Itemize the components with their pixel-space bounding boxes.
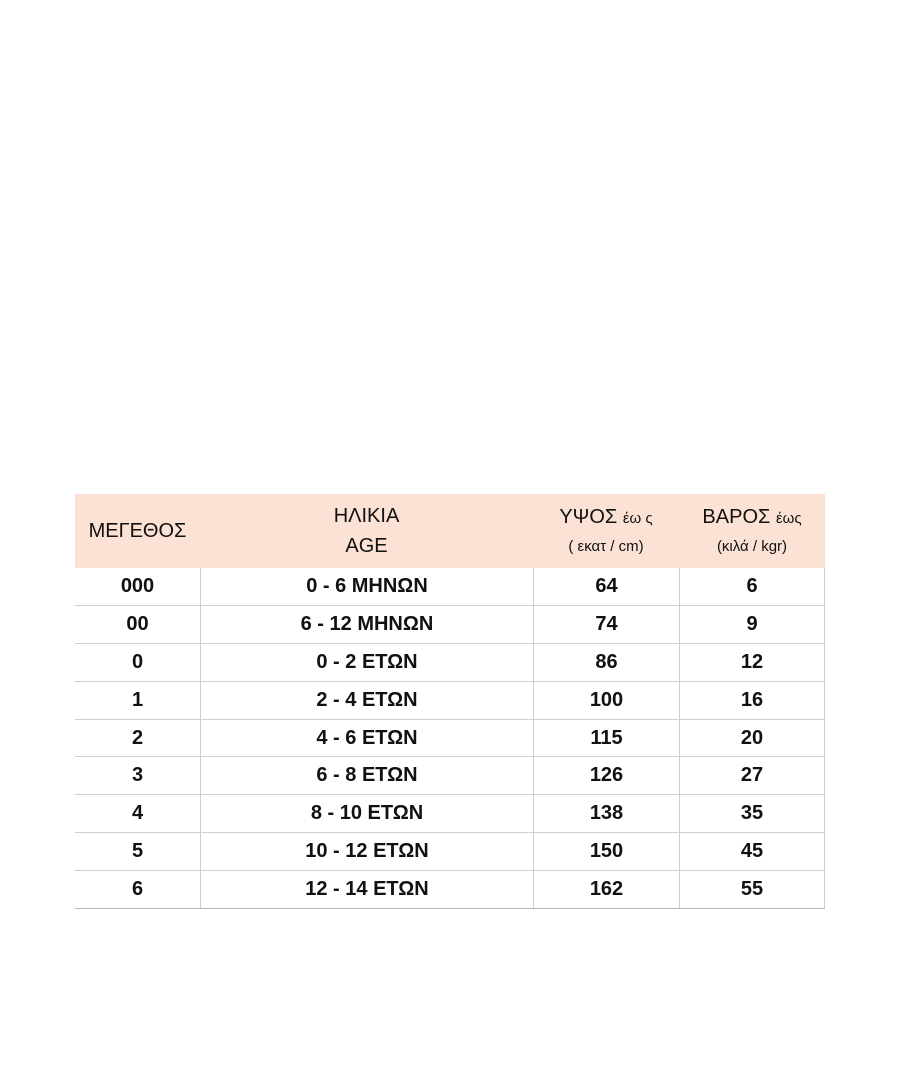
size-chart-table xyxy=(75,494,825,909)
cell-height: 115 xyxy=(533,720,679,757)
cell-age: 2 - 4 ΕΤΩΝ xyxy=(200,682,533,719)
cell-size: 3 xyxy=(131,764,144,787)
cell-age: 10 - 12 ΕΤΩΝ xyxy=(200,833,533,870)
cell-size: 00 xyxy=(126,612,149,635)
table-row xyxy=(75,568,825,605)
cell-weight: 45 xyxy=(679,833,825,870)
header-height-unit: ( εκατ / cm) xyxy=(568,538,644,555)
table-body xyxy=(75,568,825,909)
table-row xyxy=(75,605,825,643)
header-weight xyxy=(679,494,825,568)
cell-height: 162 xyxy=(533,871,679,908)
cell-age: 4 - 6 ΕΤΩΝ xyxy=(200,720,533,757)
cell-age: 6 - 12 ΜΗΝΩΝ xyxy=(200,606,533,643)
cell-size: 1 xyxy=(131,688,144,711)
header-weight-unit: (κιλά / kgr) xyxy=(716,538,788,555)
cell-age: 0 - 2 ΕΤΩΝ xyxy=(200,644,533,681)
cell-weight: 27 xyxy=(679,757,825,794)
cell-size: 6 xyxy=(131,878,144,901)
cell-weight: 6 xyxy=(679,568,825,605)
cell-weight: 9 xyxy=(679,606,825,643)
cell-age: 12 - 14 ΕΤΩΝ xyxy=(200,871,533,908)
header-weight-title-line xyxy=(702,502,801,534)
cell-height: 138 xyxy=(533,795,679,832)
header-weight-suffix: έως xyxy=(775,510,802,527)
cell-age: 6 - 8 ΕΤΩΝ xyxy=(200,757,533,794)
cell-weight: 20 xyxy=(679,720,825,757)
header-height-title-line xyxy=(559,502,652,534)
header-age-greek: ΗΛΙΚΙΑ xyxy=(333,505,400,527)
table-row xyxy=(75,794,825,832)
header-height-title: ΥΨΟΣ xyxy=(559,506,618,528)
cell-height: 150 xyxy=(533,833,679,870)
header-weight-title: ΒΑΡΟΣ xyxy=(702,506,771,528)
header-age-english: AGE xyxy=(345,535,388,557)
table-row xyxy=(75,870,825,908)
cell-height: 86 xyxy=(533,644,679,681)
cell-size: 4 xyxy=(131,802,144,825)
cell-height: 126 xyxy=(533,757,679,794)
cell-age: 0 - 6 ΜΗΝΩΝ xyxy=(200,568,533,605)
cell-weight: 16 xyxy=(679,682,825,719)
cell-age: 8 - 10 ΕΤΩΝ xyxy=(200,795,533,832)
cell-weight: 12 xyxy=(679,644,825,681)
table-header xyxy=(75,494,825,568)
cell-weight: 55 xyxy=(679,871,825,908)
table-row xyxy=(75,643,825,681)
table-row xyxy=(75,832,825,870)
header-size xyxy=(75,494,200,568)
header-age xyxy=(200,494,533,568)
cell-height: 74 xyxy=(533,606,679,643)
table-row xyxy=(75,681,825,719)
cell-size: 0 xyxy=(131,650,144,673)
cell-height: 100 xyxy=(533,682,679,719)
cell-size: 000 xyxy=(120,574,155,597)
header-height xyxy=(533,494,679,568)
cell-size: 2 xyxy=(131,726,144,749)
header-height-suffix: έω ς xyxy=(622,510,653,527)
header-size-label: ΜΕΓΕΘΟΣ xyxy=(88,520,187,542)
cell-height: 64 xyxy=(533,568,679,605)
cell-size: 5 xyxy=(131,840,144,863)
table-row xyxy=(75,719,825,757)
table-row xyxy=(75,756,825,794)
cell-weight: 35 xyxy=(679,795,825,832)
